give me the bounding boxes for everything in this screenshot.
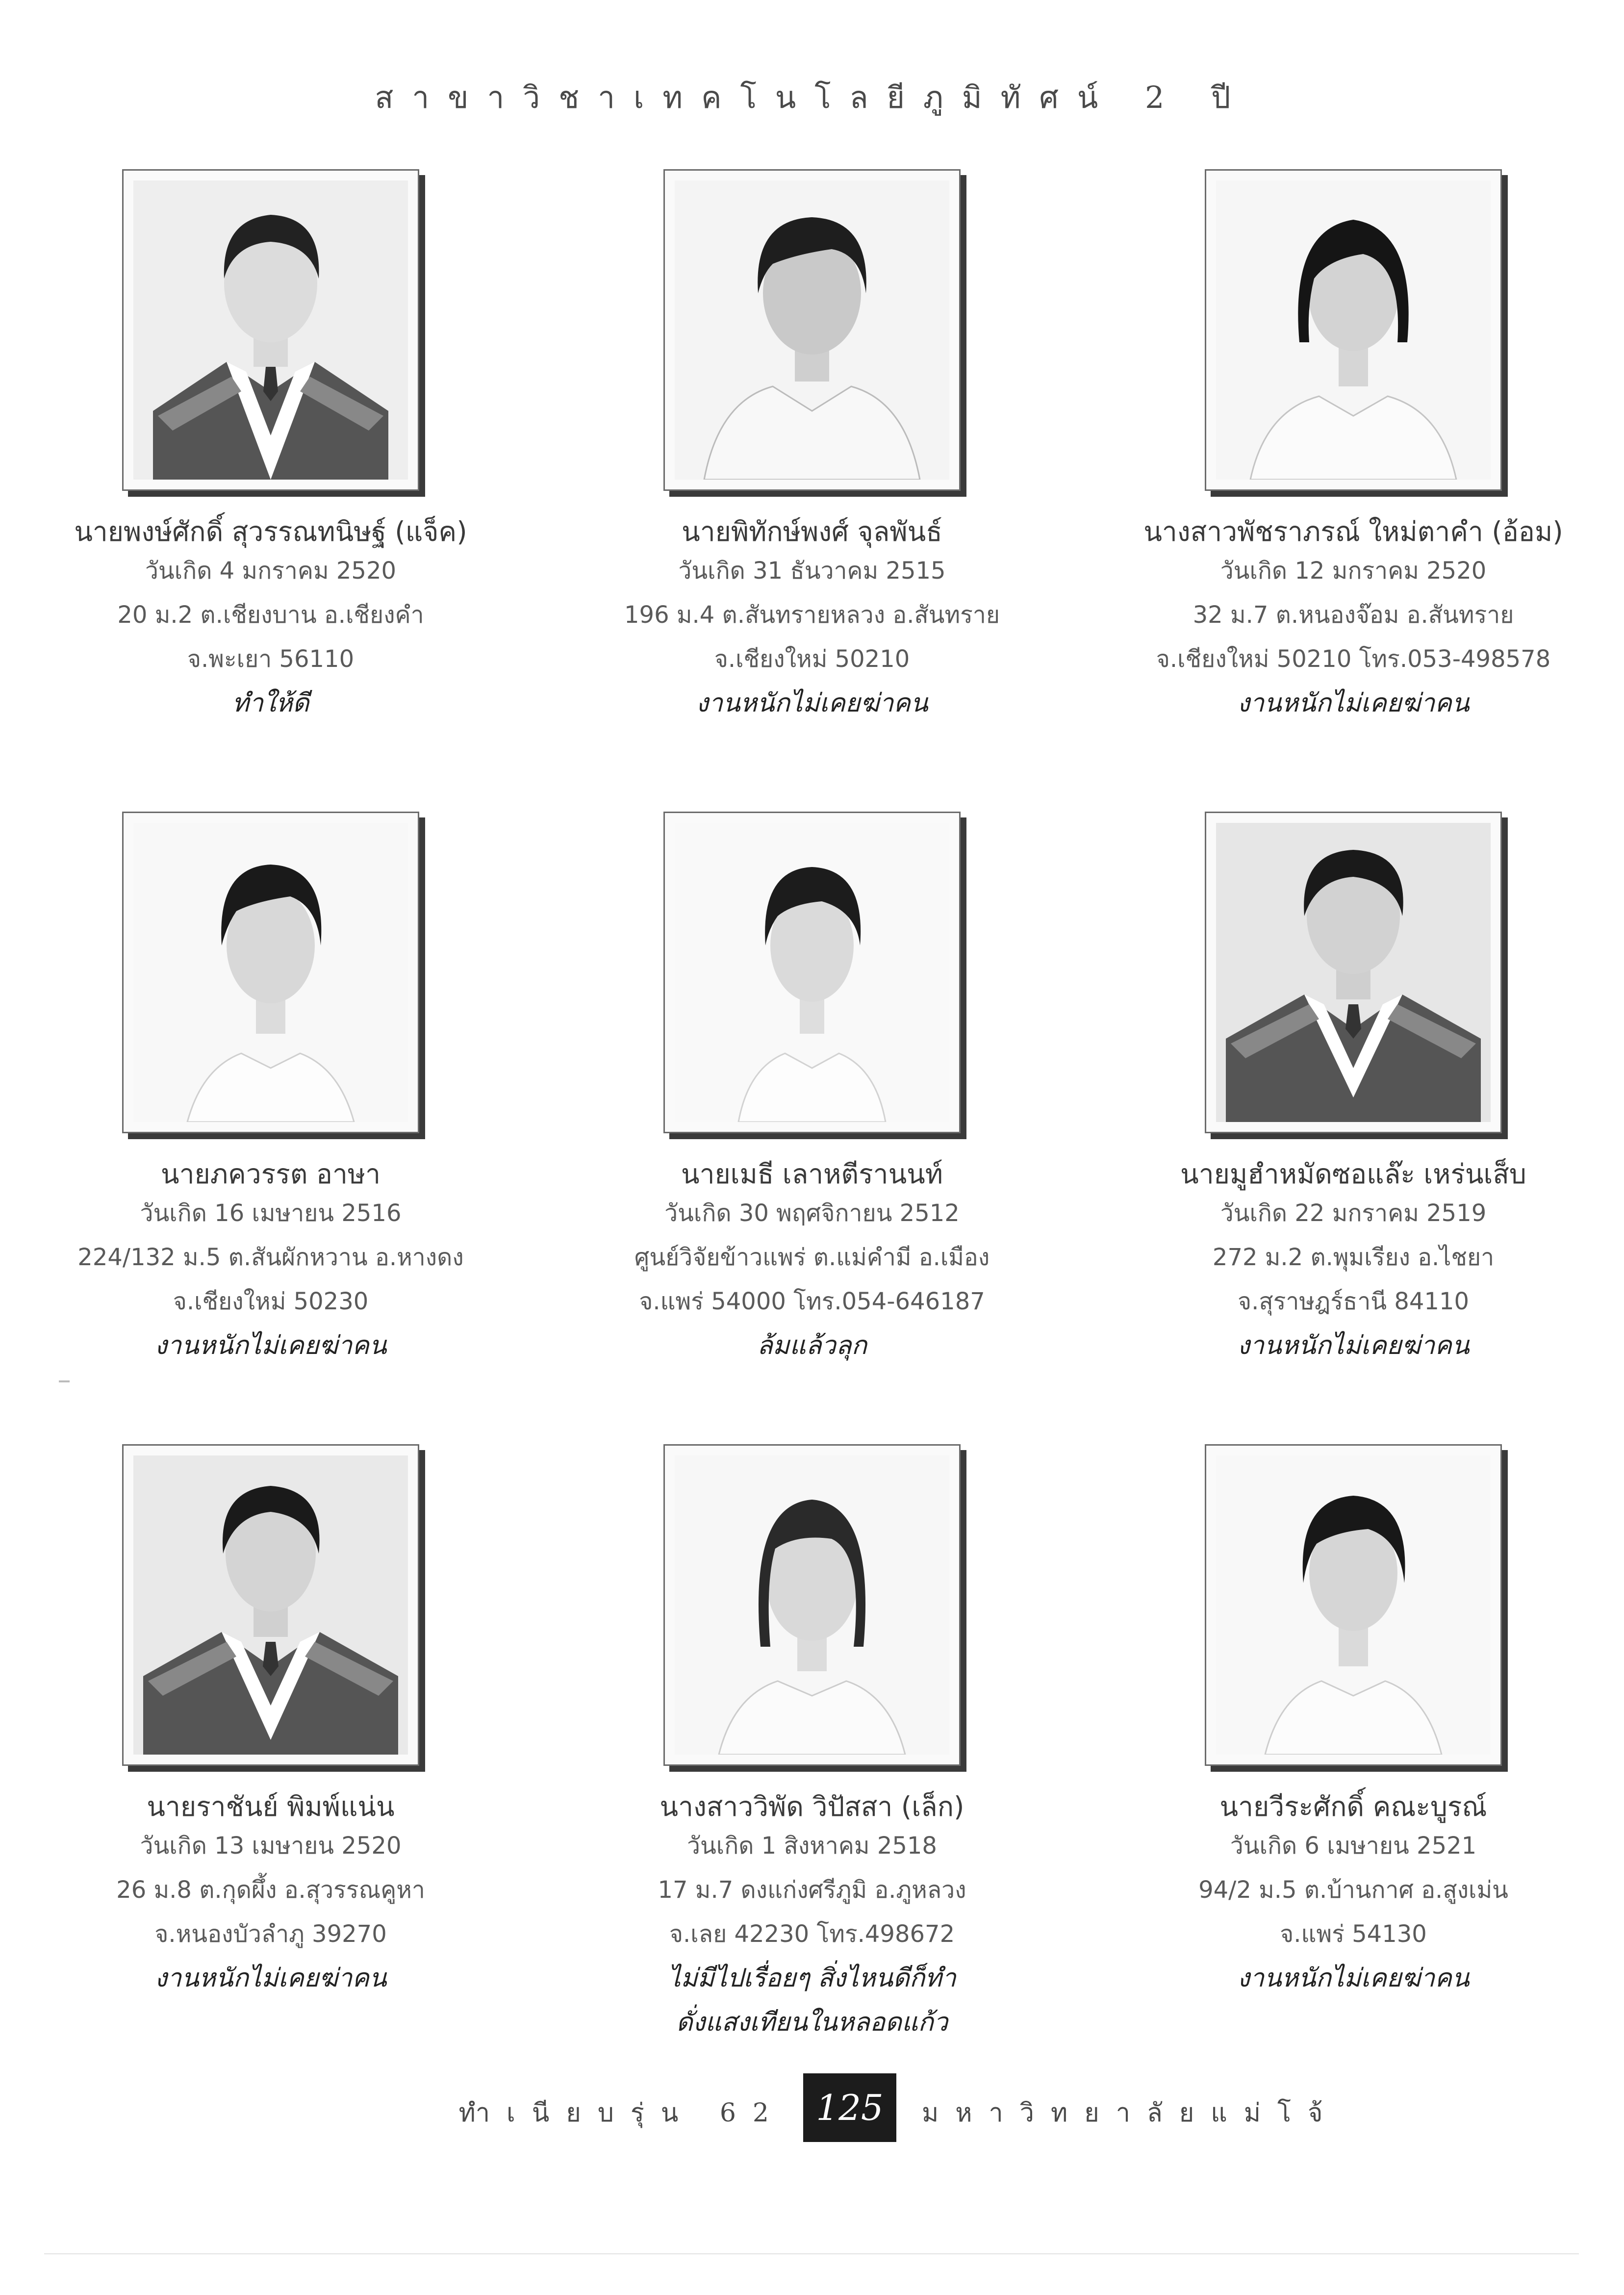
- student-name: นางสาวพัชราภรณ์ ใหม่ตาคำ (อ้อม): [1143, 516, 1563, 547]
- student-motto: ทำให้ดี: [232, 688, 309, 718]
- student-birthdate: วันเกิด 12 มกราคม 2520: [1220, 557, 1487, 585]
- student-name: นายเมธี เลาหตีรานนท์: [681, 1158, 943, 1190]
- student-address: 26 ม.8 ต.กุดผึ้ง อ.สุวรรณคูหา: [116, 1876, 425, 1904]
- portrait-casual-icon: [133, 823, 408, 1122]
- student-motto: งานหนักไม่เคยฆ่าคน: [1237, 688, 1470, 718]
- student-address-province: จ.สุราษฎร์ธานี 84110: [1237, 1288, 1470, 1315]
- student-card: [541, 1444, 1083, 2044]
- student-address-province: จ.เชียงใหม่ 50210 โทร.053-498578: [1156, 645, 1551, 673]
- page-footer: [0, 2073, 1624, 2142]
- student-name: นายวีระศักดิ์ คณะบูรณ์: [1219, 1791, 1487, 1822]
- student-card: [1083, 812, 1624, 1368]
- bottom-divider: [44, 2253, 1579, 2254]
- student-card: [0, 812, 541, 1368]
- student-name: นายพงษ์ศักดิ์ สุวรรณทนิษฐ์ (แจ็ค): [74, 516, 467, 547]
- student-motto-line-2: ดั่งแสงเทียนในหลอดแก้ว: [676, 2008, 948, 2037]
- student-address: 94/2 ม.5 ต.บ้านกาศ อ.สูงเม่น: [1198, 1876, 1508, 1904]
- portrait-graduation-icon: [133, 180, 408, 480]
- student-address: 272 ม.2 ต.พุมเรียง อ.ไชยา: [1212, 1244, 1495, 1271]
- margin-mark: [59, 1380, 70, 1382]
- footer-yearbook-label: ทำเนียบรุ่น 62: [458, 2098, 786, 2128]
- student-address: 17 ม.7 ดงแก่งศรีภูมิ อ.ภูหลวง: [658, 1876, 966, 1904]
- student-photo: [663, 169, 961, 491]
- student-card: [0, 169, 541, 725]
- student-motto: งานหนักไม่เคยฆ่าคน: [154, 1331, 387, 1360]
- student-address: ศูนย์วิจัยข้าวแพร่ ต.แม่คำมี อ.เมือง: [634, 1244, 990, 1271]
- student-address-province: จ.เชียงใหม่ 50210: [714, 645, 910, 673]
- student-photo: [663, 1444, 961, 1766]
- student-birthdate: วันเกิด 16 เมษายน 2516: [140, 1199, 402, 1227]
- student-card: [1083, 1444, 1624, 2000]
- student-address-province: จ.หนองบัวลำภู 39270: [154, 1920, 387, 1948]
- student-birthdate: วันเกิด 6 เมษายน 2521: [1230, 1832, 1477, 1860]
- student-address-province: จ.แพร่ 54130: [1280, 1920, 1427, 1948]
- portrait-casual-icon: [675, 1455, 949, 1755]
- portrait-casual-icon: [675, 823, 949, 1122]
- student-motto: ล้มแล้วลุก: [757, 1331, 867, 1360]
- student-photo: [122, 1444, 419, 1766]
- student-card: [1083, 169, 1624, 725]
- student-name: นายภควรรต อาษา: [161, 1158, 381, 1190]
- student-photo: [1205, 812, 1502, 1133]
- student-birthdate: วันเกิด 13 เมษายน 2520: [140, 1832, 402, 1860]
- student-name: นายมูฮำหมัดซอแล๊ะ เหร่นเส็บ: [1180, 1158, 1526, 1190]
- student-birthdate: วันเกิด 4 มกราคม 2520: [145, 557, 397, 585]
- portrait-casual-icon: [1216, 180, 1491, 480]
- student-birthdate: วันเกิด 30 พฤศจิกายน 2512: [664, 1199, 960, 1227]
- student-photo: [122, 812, 419, 1133]
- student-card: [541, 169, 1083, 725]
- student-birthdate: วันเกิด 1 สิงหาคม 2518: [687, 1832, 937, 1860]
- page-number: 125: [803, 2073, 896, 2142]
- portrait-graduation-icon: [1216, 823, 1491, 1122]
- student-address-province: จ.พะเยา 56110: [187, 645, 355, 673]
- student-name: นายพิทักษ์พงศ์ จุลพันธ์: [682, 516, 942, 547]
- student-address: 196 ม.4 ต.สันทรายหลวง อ.สันทราย: [624, 601, 1000, 629]
- student-photo: [1205, 1444, 1502, 1766]
- page-title: สาขาวิชาเทคโนโลยีภูมิทัศน์ 2 ปี: [375, 79, 1249, 115]
- student-motto: งานหนักไม่เคยฆ่าคน: [1237, 1964, 1470, 1993]
- student-address-province: จ.เชียงใหม่ 50230: [173, 1288, 369, 1315]
- student-address-province: จ.แพร่ 54000 โทร.054-646187: [639, 1288, 985, 1315]
- student-address: 224/132 ม.5 ต.สันผักหวาน อ.หางดง: [77, 1244, 464, 1271]
- student-photo: [663, 812, 961, 1133]
- student-motto: งานหนักไม่เคยฆ่าคน: [696, 688, 928, 718]
- student-name: นางสาววิพัด วิปัสสา (เล็ก): [660, 1791, 964, 1822]
- student-birthdate: วันเกิด 22 มกราคม 2519: [1220, 1199, 1487, 1227]
- portrait-casual-icon: [1216, 1455, 1491, 1755]
- portrait-graduation-icon: [133, 1455, 408, 1755]
- student-card: [0, 1444, 541, 2000]
- student-name: นายราชันย์ พิมพ์แน่น: [147, 1791, 395, 1822]
- student-card: [541, 812, 1083, 1368]
- footer-university-label: มหาวิทยาลัยแม่โจ้: [922, 2098, 1340, 2128]
- student-address: 32 ม.7 ต.หนองจ๊อม อ.สันทราย: [1193, 601, 1514, 629]
- student-motto: งานหนักไม่เคยฆ่าคน: [154, 1964, 387, 1993]
- student-birthdate: วันเกิด 31 ธันวาคม 2515: [678, 557, 946, 585]
- student-address-province: จ.เลย 42230 โทร.498672: [669, 1920, 955, 1948]
- portrait-casual-icon: [675, 180, 949, 480]
- student-photo: [122, 169, 419, 491]
- student-motto: งานหนักไม่เคยฆ่าคน: [1237, 1331, 1470, 1360]
- student-motto: ไม่มีไปเรื่อยๆ สิ่งไหนดีก็ทำ: [668, 1964, 956, 1993]
- student-address: 20 ม.2 ต.เชียงบาน อ.เชียงคำ: [117, 601, 424, 629]
- student-photo: [1205, 169, 1502, 491]
